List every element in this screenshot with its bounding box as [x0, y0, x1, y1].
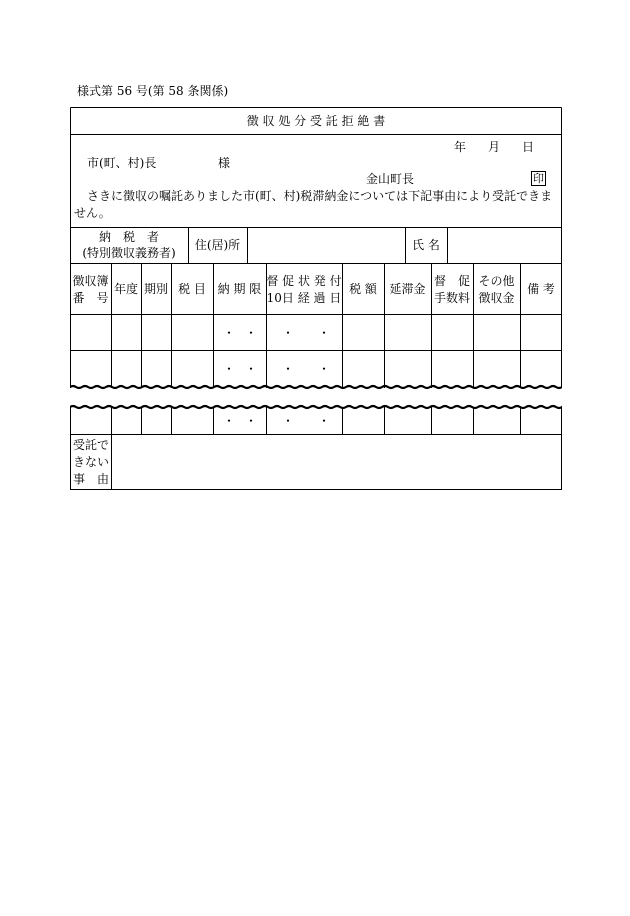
address-label: 住(居)所: [194, 238, 241, 252]
reminder-date-separator: ・: [318, 326, 331, 340]
reminder-date-separator: ・: [282, 362, 295, 376]
due-date-separator: ・: [223, 326, 236, 340]
omission-line-lower: [70, 406, 562, 408]
header-ledger-no-line1: 徴収簿: [72, 274, 109, 288]
header-reminder-line2: 10日 経 過 日: [266, 291, 342, 305]
reason-label-line1: 受託で: [73, 438, 110, 452]
reminder-date-separator: ・: [318, 414, 331, 428]
taxpayer-label-line2: (特別徴収義務者): [82, 246, 176, 260]
header-fiscal-year: 年度: [113, 282, 138, 296]
reason-label-line2: きない: [73, 455, 110, 469]
omission-line-upper: [70, 386, 562, 388]
name-label: 氏 名: [412, 238, 440, 252]
addressee-label: 市(町、村)長: [87, 156, 157, 170]
header-tax-amount: 税 額: [349, 282, 377, 296]
sender-label: 金山町長: [366, 172, 415, 186]
due-date-separator: ・: [245, 362, 258, 376]
header-tax-item: 税 目: [178, 282, 206, 296]
due-date-separator: ・: [245, 414, 258, 428]
header-remarks: 備 考: [527, 282, 555, 296]
taxpayer-label-line1: 納 税 者: [98, 230, 159, 244]
seal-mark: 印: [533, 172, 544, 185]
body-text-line2: せん。: [74, 206, 111, 220]
form-number: 様式第 56 号(第 58 条関係): [77, 84, 229, 98]
addressee-honorific: 様: [218, 156, 231, 170]
date-day-label: 日: [522, 140, 535, 154]
reminder-date-separator: ・: [282, 414, 295, 428]
form-title: 徴 収 処 分 受 託 拒 絶 書: [246, 114, 386, 128]
refusal-form: [70, 107, 562, 490]
header-reminder-fee-line2: 手数料: [433, 291, 470, 305]
reason-label-line3: 事 由: [73, 472, 110, 486]
date-month-label: 月: [488, 140, 501, 154]
due-date-separator: ・: [223, 414, 236, 428]
header-reminder-line1: 督 促 状 発 付: [266, 274, 342, 288]
reminder-date-separator: ・: [318, 362, 331, 376]
header-delinquency: 延滞金: [389, 282, 426, 296]
reminder-date-separator: ・: [282, 326, 295, 340]
due-date-separator: ・: [223, 362, 236, 376]
header-due-date: 納 期 限: [217, 282, 262, 296]
date-year-label: 年: [454, 140, 467, 154]
body-text-line1: さきに徴収の嘱託ありました市(町、村)税滞納金については下記事由により受託できま: [87, 189, 553, 203]
header-ledger-no-line2: 番 号: [72, 291, 109, 305]
header-period: 期別: [143, 282, 168, 296]
due-date-separator: ・: [245, 326, 258, 340]
header-reminder-fee-line1: 督 促: [433, 274, 470, 288]
header-other-line1: その他: [478, 274, 515, 288]
header-other-line2: 徴収金: [478, 291, 515, 305]
